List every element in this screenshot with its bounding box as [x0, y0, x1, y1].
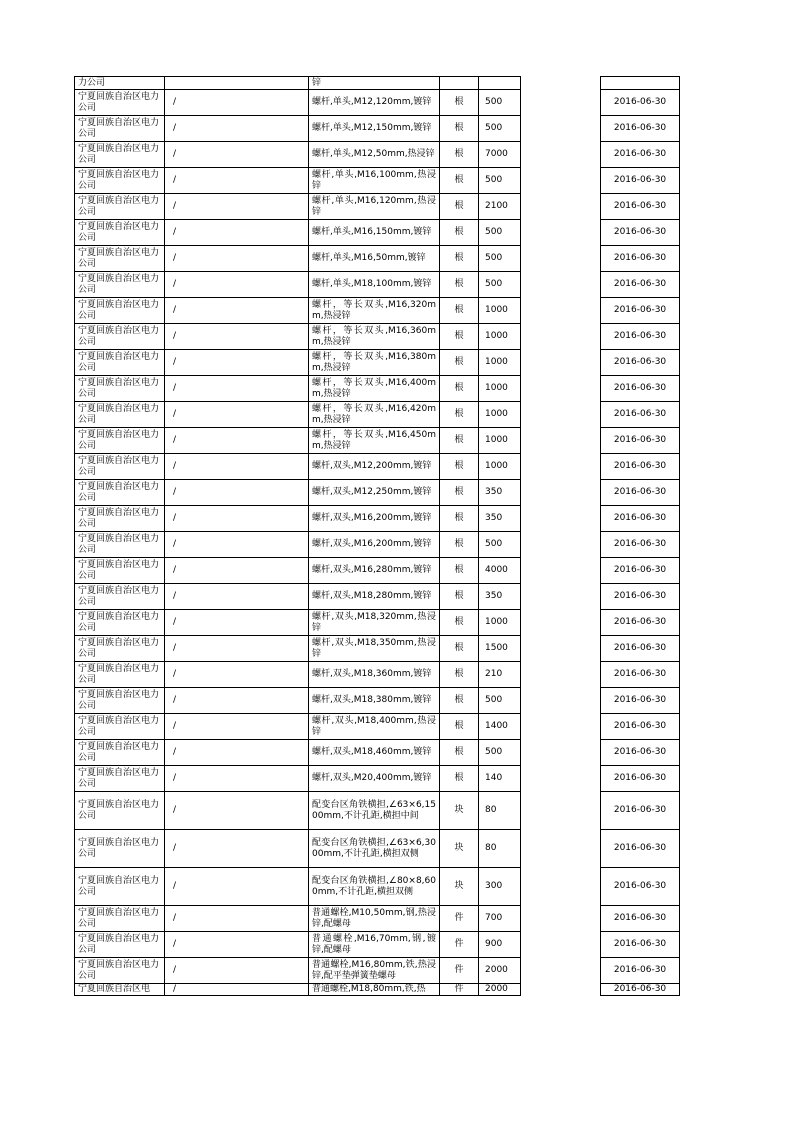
table-row — [75, 558, 521, 584]
date-cell: 2016-06-30 — [601, 298, 680, 324]
company-cell: 宁夏回族自治区电力公司 — [75, 454, 165, 480]
description-cell: 螺杆,双头,M18,320mm,热浸锌 — [309, 610, 440, 636]
date-row — [601, 298, 680, 324]
slash-cell: / — [165, 610, 309, 636]
unit-cell: 根 — [440, 272, 479, 298]
unit-cell: 根 — [440, 90, 479, 116]
date-cell: 2016-06-30 — [601, 402, 680, 428]
unit-cell: 根 — [440, 584, 479, 610]
quantity-cell: 500 — [479, 688, 521, 714]
date-row — [601, 272, 680, 298]
quantity-cell: 500 — [479, 116, 521, 142]
slash-cell: / — [165, 506, 309, 532]
unit-cell: 块 — [440, 868, 479, 906]
description-cell: 螺杆,单头,M16,120mm,热浸锌 — [309, 194, 440, 220]
slash-cell: / — [165, 740, 309, 766]
table-row — [75, 376, 521, 402]
date-row — [601, 506, 680, 532]
quantity-cell: 140 — [479, 766, 521, 792]
date-row — [601, 90, 680, 116]
date-cell: 2016-06-30 — [601, 932, 680, 958]
date-cell: 2016-06-30 — [601, 480, 680, 506]
company-cell: 宁夏回族自治区电力公司 — [75, 792, 165, 830]
unit-cell: 块 — [440, 830, 479, 868]
date-row — [601, 116, 680, 142]
quantity-cell: 1000 — [479, 428, 521, 454]
slash-cell: / — [165, 480, 309, 506]
description-cell: 配变台区角铁横担,∠63×6,1500mm,不计孔距,横担中间 — [309, 792, 440, 830]
table-row — [75, 532, 521, 558]
date-cell: 2016-06-30 — [601, 610, 680, 636]
slash-cell: / — [165, 868, 309, 906]
description-cell: 螺杆，等长双头,M16,360mm,热浸锌 — [309, 324, 440, 350]
table-row — [75, 906, 521, 932]
date-row — [601, 766, 680, 792]
quantity-cell: 1400 — [479, 714, 521, 740]
date-cell: 2016-06-30 — [601, 90, 680, 116]
date-row — [601, 532, 680, 558]
date-row — [601, 958, 680, 984]
description-cell: 普通螺栓,M16,70mm,钢,镀锌,配螺母 — [309, 932, 440, 958]
description-cell: 螺杆,双头,M18,400mm,热浸锌 — [309, 714, 440, 740]
table-row — [75, 636, 521, 662]
unit-cell: 根 — [440, 168, 479, 194]
date-row — [601, 714, 680, 740]
quantity-cell: 2000 — [479, 984, 521, 996]
description-cell: 配变台区角铁横担,∠80×8,600mm,不计孔距,横担双侧 — [309, 868, 440, 906]
date-row — [601, 740, 680, 766]
company-cell: 宁夏回族自治区电力公司 — [75, 116, 165, 142]
quantity-cell: 500 — [479, 246, 521, 272]
description-cell: 螺杆，等长双头,M16,320mm,热浸锌 — [309, 298, 440, 324]
unit-cell: 根 — [440, 324, 479, 350]
company-cell: 宁夏回族自治区电力公司 — [75, 740, 165, 766]
date-row — [601, 324, 680, 350]
quantity-cell: 1000 — [479, 610, 521, 636]
table-row — [75, 932, 521, 958]
date-cell: 2016-06-30 — [601, 324, 680, 350]
date-cell: 2016-06-30 — [601, 958, 680, 984]
company-cell: 宁夏回族自治区电力公司 — [75, 532, 165, 558]
slash-cell: / — [165, 402, 309, 428]
unit-cell: 件 — [440, 984, 479, 996]
quantity-cell: 350 — [479, 480, 521, 506]
unit-cell: 根 — [440, 688, 479, 714]
quantity-cell: 1000 — [479, 376, 521, 402]
quantity-cell: 300 — [479, 868, 521, 906]
table-row — [75, 792, 521, 830]
company-cell: 宁夏回族自治区电力公司 — [75, 298, 165, 324]
table-row — [75, 610, 521, 636]
description-cell: 螺杆,双头,M20,400mm,镀锌 — [309, 766, 440, 792]
company-cell: 宁夏回族自治区电力公司 — [75, 610, 165, 636]
unit-cell: 根 — [440, 532, 479, 558]
quantity-cell: 2000 — [479, 958, 521, 984]
table-row — [75, 506, 521, 532]
unit-cell: 根 — [440, 454, 479, 480]
unit-cell: 根 — [440, 402, 479, 428]
date-cell: 2016-06-30 — [601, 662, 680, 688]
slash-cell: / — [165, 932, 309, 958]
date-cell: 2016-06-30 — [601, 272, 680, 298]
unit-cell: 根 — [440, 636, 479, 662]
date-row — [601, 246, 680, 272]
description-cell: 螺杆,双头,M16,200mm,镀锌 — [309, 532, 440, 558]
table-row — [75, 662, 521, 688]
company-cell: 宁夏回族自治区电力公司 — [75, 220, 165, 246]
table-row — [75, 740, 521, 766]
unit-cell: 根 — [440, 350, 479, 376]
company-cell: 力公司 — [75, 77, 165, 90]
unit-cell: 根 — [440, 376, 479, 402]
date-row — [601, 662, 680, 688]
slash-cell: / — [165, 324, 309, 350]
unit-cell — [440, 77, 479, 90]
quantity-cell: 7000 — [479, 142, 521, 168]
unit-cell: 根 — [440, 766, 479, 792]
slash-cell: / — [165, 830, 309, 868]
date-cell: 2016-06-30 — [601, 116, 680, 142]
table-row — [75, 168, 521, 194]
company-cell: 宁夏回族自治区电力公司 — [75, 958, 165, 984]
company-cell: 宁夏回族自治区电力公司 — [75, 906, 165, 932]
table-row — [75, 324, 521, 350]
description-cell: 螺杆,双头,M18,280mm,镀锌 — [309, 584, 440, 610]
description-cell: 螺杆,双头,M18,350mm,热浸锌 — [309, 636, 440, 662]
quantity-cell — [479, 77, 521, 90]
slash-cell: / — [165, 220, 309, 246]
table-row — [75, 142, 521, 168]
date-row — [601, 480, 680, 506]
slash-cell: / — [165, 298, 309, 324]
slash-cell: / — [165, 532, 309, 558]
company-cell: 宁夏回族自治区电力公司 — [75, 714, 165, 740]
table-row — [75, 428, 521, 454]
slash-cell: / — [165, 662, 309, 688]
date-cell: 2016-06-30 — [601, 714, 680, 740]
date-cell: 2016-06-30 — [601, 584, 680, 610]
unit-cell: 根 — [440, 662, 479, 688]
date-cell: 2016-06-30 — [601, 532, 680, 558]
date-row — [601, 220, 680, 246]
quantity-cell: 2100 — [479, 194, 521, 220]
unit-cell: 根 — [440, 220, 479, 246]
slash-cell: / — [165, 350, 309, 376]
unit-cell: 块 — [440, 792, 479, 830]
quantity-cell: 1500 — [479, 636, 521, 662]
date-row — [601, 830, 680, 868]
slash-cell: / — [165, 792, 309, 830]
description-cell: 普通螺栓,M10,50mm,钢,热浸锌,配螺母 — [309, 906, 440, 932]
description-cell: 螺杆，等长双头,M16,400mm,热浸锌 — [309, 376, 440, 402]
company-cell: 宁夏回族自治区电力公司 — [75, 246, 165, 272]
company-cell: 宁夏回族自治区电力公司 — [75, 194, 165, 220]
date-column-table — [600, 76, 680, 996]
company-cell: 宁夏回族自治区电力公司 — [75, 350, 165, 376]
quantity-cell: 1000 — [479, 324, 521, 350]
quantity-cell: 1000 — [479, 454, 521, 480]
unit-cell: 根 — [440, 142, 479, 168]
quantity-cell: 1000 — [479, 402, 521, 428]
date-row — [601, 350, 680, 376]
date-cell: 2016-06-30 — [601, 506, 680, 532]
date-cell: 2016-06-30 — [601, 454, 680, 480]
company-cell: 宁夏回族自治区电力公司 — [75, 868, 165, 906]
table-row — [75, 688, 521, 714]
date-row — [601, 194, 680, 220]
table-row — [75, 194, 521, 220]
unit-cell: 件 — [440, 958, 479, 984]
quantity-cell: 500 — [479, 740, 521, 766]
quantity-cell: 500 — [479, 220, 521, 246]
date-row — [601, 868, 680, 906]
description-cell: 螺杆,单头,M16,50mm,镀锌 — [309, 246, 440, 272]
company-cell: 宁夏回族自治区电力公司 — [75, 506, 165, 532]
company-cell: 宁夏回族自治区电力公司 — [75, 168, 165, 194]
description-cell: 螺杆，等长双头,M16,420mm,热浸锌 — [309, 402, 440, 428]
date-cell: 2016-06-30 — [601, 168, 680, 194]
slash-cell: / — [165, 636, 309, 662]
table-row — [75, 958, 521, 984]
description-cell: 配变台区角铁横担,∠63×6,3000mm,不计孔距,横担双侧 — [309, 830, 440, 868]
slash-cell: / — [165, 454, 309, 480]
date-cell — [601, 77, 680, 90]
slash-cell: / — [165, 584, 309, 610]
unit-cell: 根 — [440, 558, 479, 584]
table-row — [75, 766, 521, 792]
quantity-cell: 1000 — [479, 298, 521, 324]
date-row — [601, 454, 680, 480]
description-cell: 螺杆,双头,M16,200mm,镀锌 — [309, 506, 440, 532]
company-cell: 宁夏回族自治区电力公司 — [75, 584, 165, 610]
table-row — [75, 350, 521, 376]
date-cell: 2016-06-30 — [601, 220, 680, 246]
unit-cell: 根 — [440, 610, 479, 636]
description-cell: 普通螺栓,M18,80mm,铁,热 — [309, 984, 440, 996]
table-row — [75, 480, 521, 506]
company-cell: 宁夏回族自治区电力公司 — [75, 428, 165, 454]
table-row — [75, 246, 521, 272]
table-row — [75, 116, 521, 142]
date-row — [601, 168, 680, 194]
quantity-cell: 500 — [479, 90, 521, 116]
company-cell: 宁夏回族自治区电力公司 — [75, 142, 165, 168]
company-cell: 宁夏回族自治区电力公司 — [75, 558, 165, 584]
description-cell: 螺杆,双头,M18,460mm,镀锌 — [309, 740, 440, 766]
company-cell: 宁夏回族自治区电力公司 — [75, 830, 165, 868]
table-row — [75, 984, 521, 996]
table-row — [75, 272, 521, 298]
date-cell: 2016-06-30 — [601, 792, 680, 830]
quantity-cell: 350 — [479, 506, 521, 532]
company-cell: 宁夏回族自治区电力公司 — [75, 688, 165, 714]
description-cell: 螺杆，等长双头,M16,380mm,热浸锌 — [309, 350, 440, 376]
quantity-cell: 80 — [479, 830, 521, 868]
company-cell: 宁夏回族自治区电力公司 — [75, 766, 165, 792]
unit-cell: 件 — [440, 906, 479, 932]
slash-cell: / — [165, 984, 309, 996]
unit-cell: 根 — [440, 714, 479, 740]
slash-cell: / — [165, 688, 309, 714]
slash-cell: / — [165, 714, 309, 740]
table-row — [75, 584, 521, 610]
table-row-partial — [75, 77, 521, 90]
date-row — [601, 428, 680, 454]
date-row — [601, 402, 680, 428]
description-cell: 锌 — [309, 77, 440, 90]
company-cell: 宁夏回族自治区电力公司 — [75, 636, 165, 662]
slash-cell: / — [165, 428, 309, 454]
date-row — [601, 610, 680, 636]
company-cell: 宁夏回族自治区电力公司 — [75, 376, 165, 402]
slash-cell: / — [165, 958, 309, 984]
description-cell: 螺杆,单头,M12,150mm,镀锌 — [309, 116, 440, 142]
date-row — [601, 558, 680, 584]
date-cell: 2016-06-30 — [601, 246, 680, 272]
date-cell: 2016-06-30 — [601, 906, 680, 932]
quantity-cell: 350 — [479, 584, 521, 610]
company-cell: 宁夏回族自治区电力公司 — [75, 272, 165, 298]
date-cell: 2016-06-30 — [601, 688, 680, 714]
table-row — [75, 402, 521, 428]
quantity-cell: 80 — [479, 792, 521, 830]
quantity-cell: 500 — [479, 272, 521, 298]
unit-cell: 根 — [440, 194, 479, 220]
materials-table — [74, 76, 521, 996]
description-cell: 螺杆,双头,M18,380mm,镀锌 — [309, 688, 440, 714]
date-row-partial — [601, 77, 680, 90]
date-row — [601, 636, 680, 662]
quantity-cell: 500 — [479, 168, 521, 194]
table-row — [75, 454, 521, 480]
table-row — [75, 90, 521, 116]
quantity-cell: 500 — [479, 532, 521, 558]
description-cell: 普通螺栓,M16,80mm,铁,热浸锌,配平垫弹簧垫螺母 — [309, 958, 440, 984]
date-cell: 2016-06-30 — [601, 636, 680, 662]
date-cell: 2016-06-30 — [601, 376, 680, 402]
slash-cell: / — [165, 558, 309, 584]
unit-cell: 根 — [440, 480, 479, 506]
date-cell: 2016-06-30 — [601, 350, 680, 376]
table-row — [75, 714, 521, 740]
unit-cell: 根 — [440, 246, 479, 272]
date-row — [601, 932, 680, 958]
slash-cell: / — [165, 376, 309, 402]
unit-cell: 根 — [440, 740, 479, 766]
description-cell: 螺杆,双头,M18,360mm,镀锌 — [309, 662, 440, 688]
unit-cell: 件 — [440, 932, 479, 958]
company-cell: 宁夏回族自治区电 — [75, 984, 165, 996]
description-cell: 螺杆,单头,M16,100mm,热浸锌 — [309, 168, 440, 194]
slash-cell: / — [165, 272, 309, 298]
unit-cell: 根 — [440, 428, 479, 454]
slash-cell: / — [165, 246, 309, 272]
description-cell: 螺杆,双头,M12,200mm,镀锌 — [309, 454, 440, 480]
table-row — [75, 868, 521, 906]
unit-cell: 根 — [440, 506, 479, 532]
slash-cell: / — [165, 90, 309, 116]
date-row — [601, 584, 680, 610]
date-cell: 2016-06-30 — [601, 194, 680, 220]
date-cell: 2016-06-30 — [601, 830, 680, 868]
slash-cell: / — [165, 168, 309, 194]
date-row — [601, 142, 680, 168]
slash-cell: / — [165, 116, 309, 142]
date-row — [601, 984, 680, 996]
company-cell: 宁夏回族自治区电力公司 — [75, 662, 165, 688]
slash-cell: / — [165, 194, 309, 220]
date-cell: 2016-06-30 — [601, 740, 680, 766]
date-cell: 2016-06-30 — [601, 984, 680, 996]
date-row — [601, 688, 680, 714]
date-row — [601, 906, 680, 932]
description-cell: 螺杆,双头,M12,250mm,镀锌 — [309, 480, 440, 506]
slash-cell: / — [165, 142, 309, 168]
description-cell: 螺杆,单头,M18,100mm,镀锌 — [309, 272, 440, 298]
company-cell: 宁夏回族自治区电力公司 — [75, 480, 165, 506]
description-cell: 螺杆,双头,M16,280mm,镀锌 — [309, 558, 440, 584]
date-row — [601, 792, 680, 830]
slash-cell — [165, 77, 309, 90]
quantity-cell: 900 — [479, 932, 521, 958]
description-cell: 螺杆,单头,M12,120mm,镀锌 — [309, 90, 440, 116]
date-cell: 2016-06-30 — [601, 558, 680, 584]
table-row — [75, 298, 521, 324]
date-cell: 2016-06-30 — [601, 766, 680, 792]
quantity-cell: 700 — [479, 906, 521, 932]
date-cell: 2016-06-30 — [601, 142, 680, 168]
description-cell: 螺杆,单头,M12,50mm,热浸锌 — [309, 142, 440, 168]
company-cell: 宁夏回族自治区电力公司 — [75, 932, 165, 958]
slash-cell: / — [165, 906, 309, 932]
description-cell: 螺杆,单头,M16,150mm,镀锌 — [309, 220, 440, 246]
description-cell: 螺杆，等长双头,M16,450mm,热浸锌 — [309, 428, 440, 454]
company-cell: 宁夏回族自治区电力公司 — [75, 90, 165, 116]
date-cell: 2016-06-30 — [601, 428, 680, 454]
unit-cell: 根 — [440, 298, 479, 324]
date-row — [601, 376, 680, 402]
unit-cell: 根 — [440, 116, 479, 142]
quantity-cell: 210 — [479, 662, 521, 688]
table-row — [75, 830, 521, 868]
quantity-cell: 4000 — [479, 558, 521, 584]
slash-cell: / — [165, 766, 309, 792]
date-cell: 2016-06-30 — [601, 868, 680, 906]
table-row — [75, 220, 521, 246]
company-cell: 宁夏回族自治区电力公司 — [75, 402, 165, 428]
company-cell: 宁夏回族自治区电力公司 — [75, 324, 165, 350]
quantity-cell: 1000 — [479, 350, 521, 376]
